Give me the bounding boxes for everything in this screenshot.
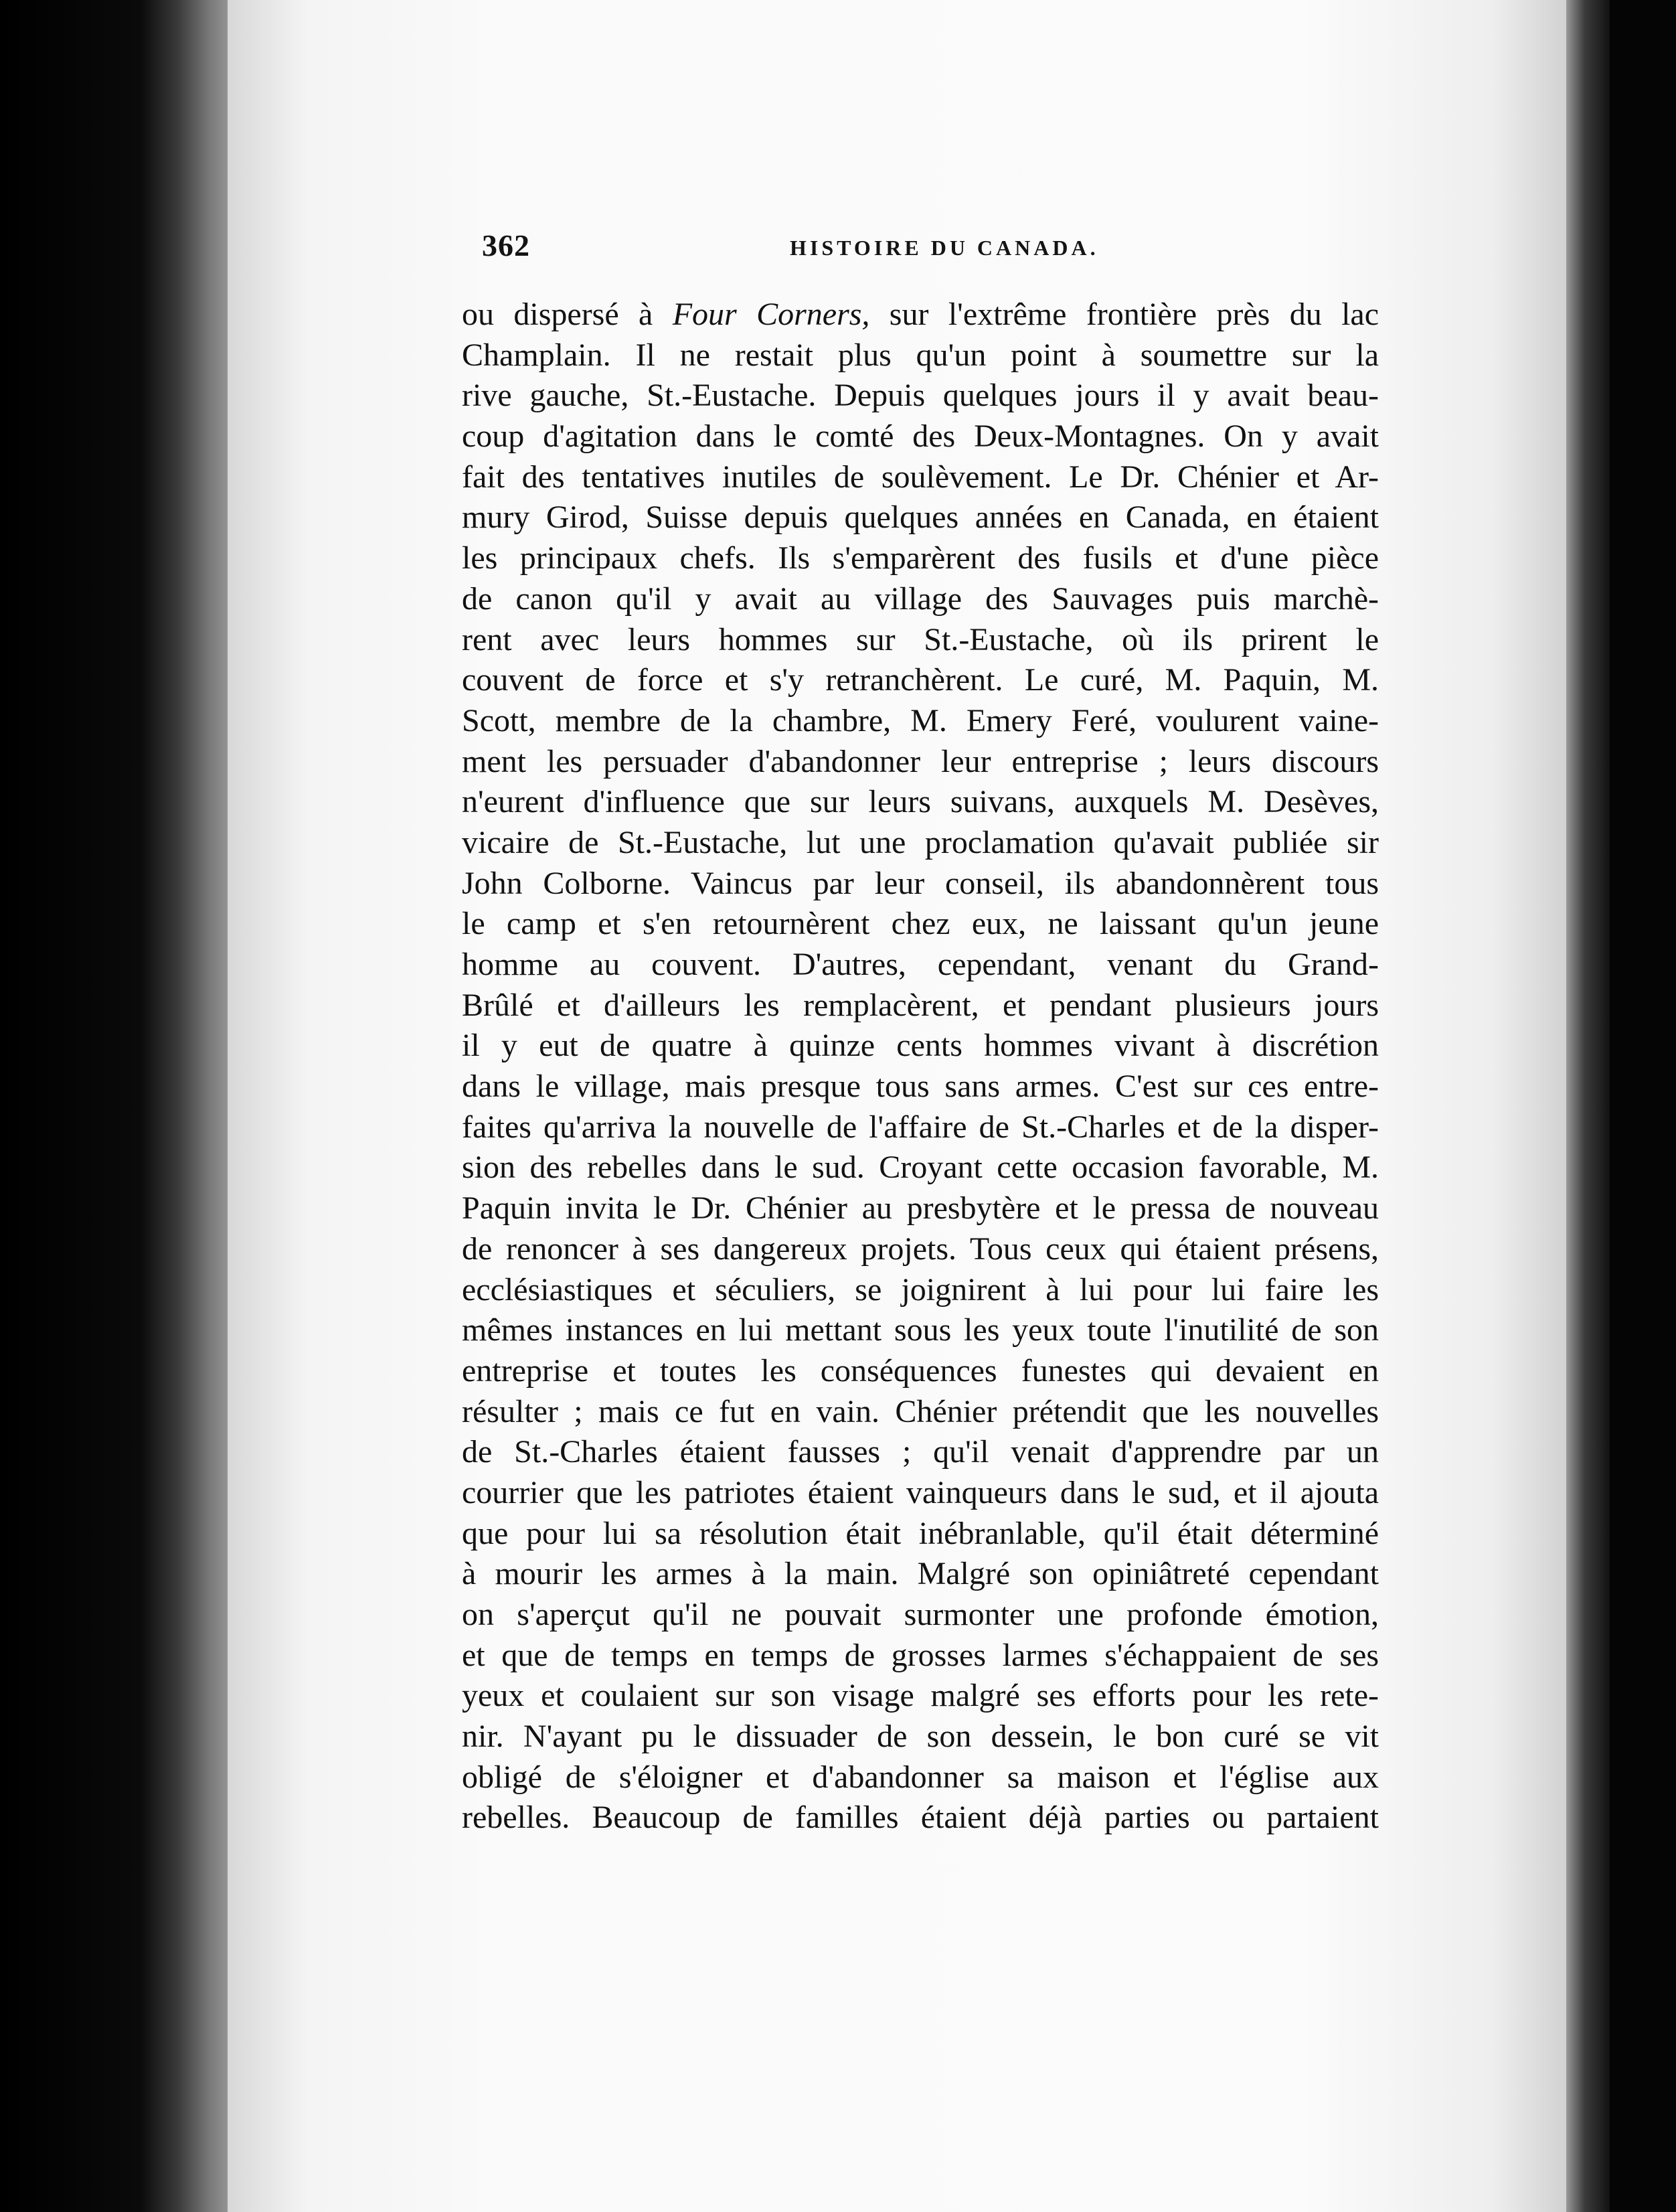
text-line	[462, 742, 1379, 783]
text-line	[462, 1392, 1379, 1433]
text-line	[462, 1473, 1379, 1514]
text-run: ecclésiastiques et séculiers, se joignirent à lui pour lui faire les	[462, 1271, 1379, 1308]
text-run: Paquin invita le Dr. Chénier au presbytère et le pressa de nouveau	[462, 1190, 1379, 1227]
text-line	[462, 1595, 1379, 1636]
text-line	[462, 864, 1379, 904]
text-line	[462, 985, 1379, 1026]
text-line	[462, 1636, 1379, 1676]
text-run: homme au couvent. D'autres, cependant, venant du Grand-	[462, 947, 1379, 982]
text-line	[462, 1717, 1379, 1757]
text-run: il y eut de quatre à quinze cents hommes vivant à discrétion	[462, 1028, 1379, 1064]
text-run: rebelles. Beaucoup de familles étaient déjà parties ou partaient	[462, 1800, 1379, 1836]
text-line	[462, 1676, 1379, 1717]
text-line	[462, 1798, 1379, 1838]
text-run: résulter ; mais ce fut en vain. Chénier prétendit que les nouvelles	[462, 1393, 1379, 1429]
text-line	[462, 660, 1379, 701]
text-run: Scott, membre de la chambre, M. Emery Feré, voulurent vaine-	[462, 702, 1379, 738]
text-line	[462, 497, 1379, 538]
body-text	[462, 295, 1379, 1838]
scan-border-right	[1610, 0, 1676, 2212]
text-run: de renoncer à ses dangereux projets. Tous ceux qui étaient présens,	[462, 1231, 1379, 1267]
text-line	[462, 1514, 1379, 1555]
text-run: fait des tentatives inutiles de soulèvement. Le Dr. Chénier et Ar-	[462, 459, 1379, 495]
text-run: de St.-Charles étaient fausses ; qu'il venait d'apprendre par un	[462, 1434, 1379, 1470]
text-line	[462, 1148, 1379, 1188]
text-line	[462, 376, 1379, 416]
text-line	[462, 416, 1379, 457]
text-line	[462, 457, 1379, 498]
page-header	[482, 228, 1379, 281]
text-run: obligé de s'éloigner et d'abandonner sa maison et l'église aux	[462, 1759, 1379, 1795]
text-line	[462, 1270, 1379, 1311]
text-run: mêmes instances en lui mettant sous les yeux toute l'inutilité de son	[462, 1312, 1379, 1348]
text-run: de canon qu'il y avait au village des Sauvages puis marchè-	[462, 580, 1379, 617]
text-line	[462, 620, 1379, 661]
text-line	[462, 823, 1379, 864]
text-line	[462, 904, 1379, 945]
text-run: faites qu'arriva la nouvelle de l'affaire de St.-Charles et de la disper-	[462, 1109, 1379, 1145]
text-run: Brûlé et d'ailleurs les remplacèrent, et pendant plusieurs jours	[462, 987, 1379, 1023]
text-run: rent avec leurs hommes sur St.-Eustache, où ils prirent le	[462, 621, 1379, 657]
text-run: yeux et coulaient sur son visage malgré ses efforts pour les rete-	[462, 1678, 1379, 1714]
text-line	[462, 701, 1379, 742]
italic-place-name: Four Corners,	[672, 297, 870, 332]
text-run: et que de temps en temps de grosses larmes s'échappaient de ses	[462, 1637, 1379, 1673]
text-run: ment les persuader d'abandonner leur entreprise ; leurs discours	[462, 743, 1379, 779]
text-line	[462, 1432, 1379, 1473]
page-number: 362	[482, 228, 530, 262]
text-run: John Colborne. Vaincus par leur conseil, ils abandonnèrent tous	[462, 865, 1379, 901]
text-line	[462, 1229, 1379, 1270]
text-run: n'eurent d'influence que sur leurs suivans, auxquels M. Desèves,	[462, 784, 1379, 820]
text-run: sur l'extrême frontière près du lac	[869, 297, 1379, 332]
text-run: couvent de force et s'y retranchèrent. Le curé, M. Paquin, M.	[462, 662, 1379, 698]
text-run: mury Girod, Suisse depuis quelques années en Canada, en étaient	[462, 499, 1379, 536]
text-run: coup d'agitation dans le comté des Deux-Montagnes. On y avait	[462, 418, 1379, 455]
text-run: on s'aperçut qu'il ne pouvait surmonter une profonde émotion,	[462, 1597, 1379, 1632]
text-line	[462, 579, 1379, 620]
text-run: entreprise et toutes les conséquences funestes qui devaient en	[462, 1352, 1379, 1389]
text-line	[462, 295, 1379, 335]
text-run: Champlain. Il ne restait plus qu'un point à soumettre sur la	[462, 337, 1379, 373]
text-line	[462, 1554, 1379, 1595]
text-line	[462, 1310, 1379, 1351]
text-line	[462, 335, 1379, 376]
text-run: courrier que les patriotes étaient vainqueurs dans le sud, et il ajouta	[462, 1474, 1379, 1510]
text-line	[462, 1351, 1379, 1392]
text-run: à mourir les armes à la main. Malgré son opiniâtreté cependant	[462, 1556, 1379, 1592]
text-line	[462, 1066, 1379, 1107]
text-line	[462, 1188, 1379, 1229]
text-run: rive gauche, St.-Eustache. Depuis quelques jours il y avait beau-	[462, 378, 1379, 414]
page-gutter-shadow	[1566, 0, 1613, 2212]
book-spine-shadow	[0, 0, 254, 2212]
text-run: vicaire de St.-Eustache, lut une proclamation qu'avait publiée sir	[462, 824, 1379, 860]
text-run: que pour lui sa résolution était inébranlable, qu'il était déterminé	[462, 1515, 1379, 1551]
text-line	[462, 945, 1379, 985]
text-line	[462, 782, 1379, 823]
text-run: dans le village, mais presque tous sans armes. C'est sur ces entre-	[462, 1069, 1379, 1105]
text-run: le camp et s'en retournèrent chez eux, ne laissant qu'un jeune	[462, 906, 1379, 942]
text-run: nir. N'ayant pu le dissuader de son dessein, le bon curé se vit	[462, 1719, 1379, 1755]
text-line	[462, 1757, 1379, 1798]
text-line	[462, 1026, 1379, 1066]
text-run: ou dispersé à	[462, 297, 673, 332]
text-run: sion des rebelles dans le sud. Croyant cette occasion favorable, M.	[462, 1150, 1379, 1186]
text-line	[462, 538, 1379, 579]
text-run: les principaux chefs. Ils s'emparèrent des fusils et d'une pièce	[462, 540, 1379, 576]
running-head: HISTOIRE DU CANADA.	[790, 236, 1099, 260]
text-line	[462, 1107, 1379, 1148]
